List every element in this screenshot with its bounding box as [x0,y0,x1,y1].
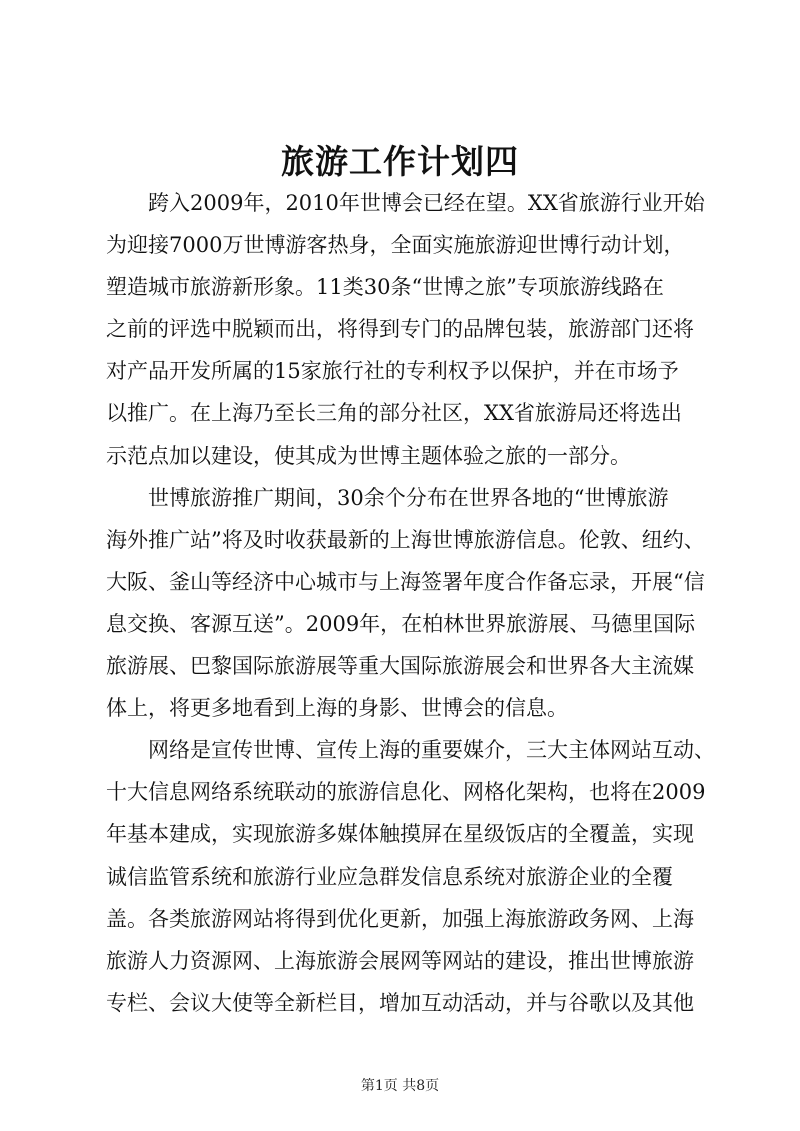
paragraph-2-line-1: 世博旅游推广期间，30余个分布在世界各地的“世博旅游 [148,485,669,510]
paragraph-3-line-2: 十大信息网络系统联动的旅游信息化、网格化架构，也将在2009 [106,780,706,805]
paragraph-2-line-5: 旅游展、巴黎国际旅游展等重大国际旅游展会和世界各大主流媒 [106,654,694,679]
paragraph-1-line-6: 以推广。在上海乃至长三角的部分社区，XX省旅游局还将选出 [106,401,682,426]
paragraph-2-line-6: 体上，将更多地看到上海的身影、世博会的信息。 [106,696,568,721]
paragraph-3-line-3: 年基本建成，实现旅游多媒体触摸屏在星级饭店的全覆盖，实现 [106,822,694,847]
document-body [106,182,715,1024]
paragraph-1-line-4: 之前的评选中脱颖而出，将得到专门的品牌包装，旅游部门还将 [106,317,694,342]
paragraph-1-line-5: 对产品开发所属的15家旅行社的专利权予以保护，并在市场予 [106,359,679,384]
paragraph-3-line-5: 盖。各类旅游网站将得到优化更新，加强上海旅游政务网、上海 [106,906,694,931]
paragraph-3-line-7: 专栏、会议大使等全新栏目，增加互动活动，并与谷歌以及其他 [106,990,694,1015]
paragraph-3-line-6: 旅游人力资源网、上海旅游会展网等网站的建设，推出世博旅游 [106,948,694,973]
page-title: 旅游工作计划四 [281,142,519,181]
paragraph-1-line-3: 塑造城市旅游新形象。11类30条“世博之旅”专项旅游线路在 [106,275,664,300]
paragraph-2-line-2: 海外推广站”将及时收获最新的上海世博旅游信息。伦敦、纽约、 [106,527,705,552]
paragraph-1-line-2: 为迎接7000万世博游客热身，全面实施旅游迎世博行动计划， [106,233,685,258]
paragraph-3-line-1: 网络是宣传世博、宣传上海的重要媒介，三大主体网站互动、 [148,738,715,763]
paragraph-2-line-3: 大阪、釜山等经济中心城市与上海签署年度合作备忘录，开展“信 [106,569,705,594]
paragraph-3-line-4: 诚信监管系统和旅游行业应急群发信息系统对旅游企业的全覆 [106,864,673,889]
paragraph-1-line-1: 跨入2009年，2010年世博会已经在望。XX省旅游行业开始 [148,191,705,215]
page-footer: 第1页 共8页 [360,1078,440,1094]
paragraph-1-line-7: 示范点加以建设，使其成为世博主题体验之旅的一部分。 [106,443,631,468]
paragraph-2-line-4: 息交换、客源互送”。2009年，在柏林世界旅游展、马德里国际 [106,611,696,636]
